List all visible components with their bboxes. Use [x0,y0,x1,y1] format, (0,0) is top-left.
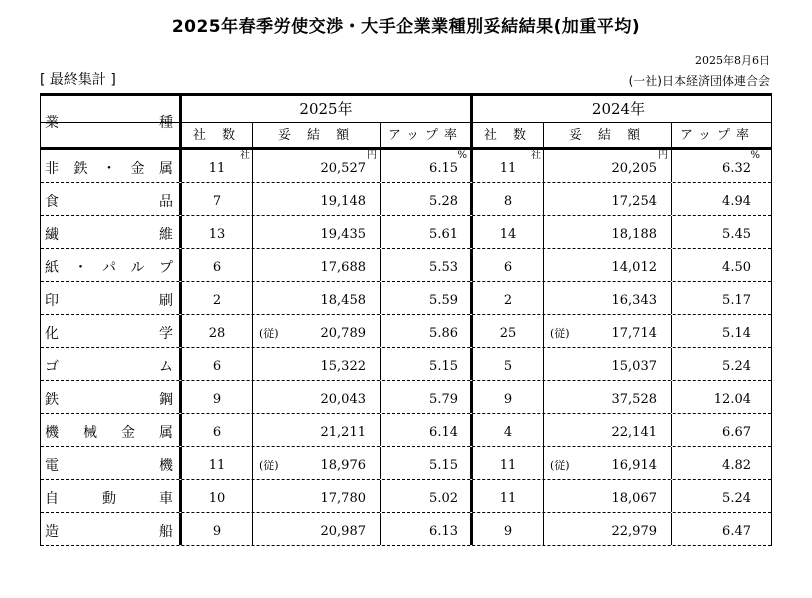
rate-25-value: 6.13 [429,524,458,539]
industry-name [41,282,182,314]
amount-25 [253,414,381,446]
count-25 [182,513,253,545]
amount-25-value: 19,148 [320,194,366,209]
industry-header-right: 種 [159,115,173,131]
industry-name [41,249,182,281]
page-title: 2025年春季労使交渉・大手企業業種別妥結結果(加重平均) [171,17,641,37]
col-count-2025: 社 数 [182,123,253,147]
amount-25-value: 15,322 [320,359,366,374]
rate-25 [381,282,473,314]
industry-name [41,348,182,380]
count-24-value: 11 [499,491,517,506]
industry-name-char: 紙 [45,260,59,276]
rate-24-value: 6.47 [722,524,751,539]
rate-24-value: 5.17 [722,293,751,308]
industry-name-char: 機 [159,458,173,474]
rate-25 [381,513,473,545]
industry-name [41,513,182,545]
table-row [41,282,771,315]
rate-25 [381,216,473,248]
rate-24-value: 5.45 [722,227,751,242]
amount-25 [253,249,381,281]
count-25 [182,282,253,314]
industry-name-char: 非 [45,161,59,177]
industry-name [41,447,182,479]
rate-25 [381,315,473,347]
rate-25-value: 5.59 [429,293,458,308]
table-row [41,480,771,513]
count-25-value: 6 [212,260,222,275]
count-24-value: 5 [503,359,513,374]
amount-25-value: 20,527 [320,161,366,176]
industry-name-char: ル [130,260,145,276]
amount-24-value: 15,037 [611,359,657,374]
employee-basis-tag: (従) [259,327,279,340]
table-row [41,183,771,216]
organization-name: (一社)日本経済団体連合会 [628,74,770,88]
table-row [41,150,771,183]
industry-name-char: 鉄 [45,392,59,408]
amount-24-value: 17,714 [611,326,657,341]
rate-24 [672,315,763,347]
unit-label: 円 [658,150,668,161]
col-amount-2024: 妥 結 額 [544,123,672,147]
industry-name-char: ・ [73,260,88,276]
rate-25-value: 5.02 [429,491,458,506]
industry-name [41,150,182,182]
industry-name-char: 自 [45,491,59,507]
industry-name-char: 化 [45,326,59,342]
count-25-value: 6 [212,425,222,440]
rate-25-value: 5.28 [429,194,458,209]
count-24 [473,381,544,413]
amount-24 [544,480,672,512]
industry-name [41,183,182,215]
industry-name-char: 金 [121,425,135,441]
rate-25-value: 6.14 [429,425,458,440]
count-25-value: 11 [208,458,226,473]
count-25 [182,480,253,512]
industry-name-char: 印 [45,293,59,309]
industry-name-char: 金 [130,161,145,177]
header-year-row [41,96,771,123]
col-rate-2025: アップ率 [381,123,473,147]
count-25-value: 13 [208,227,226,242]
year-2025-header: 2025年 [182,96,473,122]
count-25 [182,216,253,248]
col-rate-2024: アップ率 [679,128,756,143]
aggregation-label: [ 最終集計 ] [40,72,116,88]
count-25-value: 9 [212,392,222,407]
rate-25-value: 5.61 [429,227,458,242]
table-row [41,315,771,348]
industry-name-char: 食 [45,194,59,210]
amount-25 [253,513,381,545]
count-25 [182,150,253,182]
count-24-value: 4 [503,425,513,440]
rate-24 [672,480,763,512]
rate-25-value: 5.15 [429,359,458,374]
report-date: 2025年8月6日 [695,54,770,67]
count-25-value: 9 [212,524,222,539]
industry-name-char: ・ [102,161,116,177]
count-25 [182,381,253,413]
rate-25 [381,183,473,215]
count-24-value: 2 [503,293,513,308]
unit-label: % [457,150,467,161]
amount-25-value: 20,789 [320,326,366,341]
rate-24-value: 6.32 [722,161,751,176]
industry-header-left: 業 [45,115,59,131]
rate-25-value: 6.15 [429,161,458,176]
count-25 [182,348,253,380]
rate-24-value: 5.24 [722,359,751,374]
table-row [41,348,771,381]
count-24 [473,480,544,512]
industry-name-char: 電 [45,458,59,474]
rate-24 [672,282,763,314]
rate-24-value: 6.67 [722,425,751,440]
employee-basis-tag: (従) [550,459,570,472]
year-2024-header: 2024年 [591,100,646,118]
unit-label: 社 [531,150,541,161]
industry-name-char: 繊 [45,227,59,243]
count-24-value: 6 [503,260,513,275]
amount-24-value: 22,979 [611,524,657,539]
rate-24-value: 5.14 [722,326,751,341]
industry-name-char: 械 [83,425,97,441]
industry-name [41,216,182,248]
amount-24-value: 20,205 [611,161,657,176]
rate-24 [672,183,763,215]
table-row [41,414,771,447]
industry-name-char: 造 [45,524,59,540]
rate-24 [672,414,763,446]
amount-24 [544,315,672,347]
amount-25-value: 21,211 [320,425,366,440]
amount-24-value: 22,141 [611,425,657,440]
industry-name-char: 品 [159,194,173,210]
industry-name [41,480,182,512]
amount-25 [253,348,381,380]
count-25 [182,414,253,446]
unit-label: % [750,150,760,161]
industry-name [41,414,182,446]
amount-25-value: 18,976 [320,458,366,473]
amount-24-value: 16,343 [611,293,657,308]
header-column-row [41,123,771,150]
count-25-value: 10 [208,491,226,506]
amount-25 [253,480,381,512]
amount-24-value: 14,012 [611,260,657,275]
count-24-value: 8 [503,194,513,209]
amount-24 [544,183,672,215]
industry-name-char: 車 [159,491,173,507]
amount-24-value: 37,528 [611,392,657,407]
amount-24-value: 17,254 [611,194,657,209]
industry-name-char: プ [159,260,173,276]
count-25 [182,447,253,479]
rate-24 [672,150,763,182]
table-body [41,150,771,546]
count-24 [473,414,544,446]
industry-name-char: 機 [45,425,59,441]
count-25 [182,315,253,347]
rate-25-value: 5.86 [429,326,458,341]
rate-24 [672,513,763,545]
rate-24 [672,216,763,248]
count-24-value: 25 [499,326,517,341]
count-24 [473,447,544,479]
amount-24 [544,414,672,446]
industry-name-char: ゴ [45,359,59,375]
rate-24 [672,249,763,281]
amount-24 [544,381,672,413]
rate-24 [672,447,763,479]
amount-25 [253,183,381,215]
count-24 [473,282,544,314]
amount-25 [253,315,381,347]
industry-name-char: 船 [159,524,173,540]
amount-24 [544,249,672,281]
unit-label: 円 [367,150,377,161]
industry-name-char: 鉄 [73,161,88,177]
amount-25 [253,150,381,182]
rate-24 [672,348,763,380]
rate-25 [381,480,473,512]
amount-24-value: 16,914 [611,458,657,473]
count-24-value: 11 [499,458,517,473]
col-count-2024: 社 数 [473,123,544,147]
count-24 [473,183,544,215]
industry-name-char: 動 [102,491,116,507]
rate-25-value: 5.15 [429,458,458,473]
amount-24 [544,348,672,380]
rate-24-value: 4.50 [722,260,751,275]
employee-basis-tag: (従) [550,327,570,340]
amount-24 [544,282,672,314]
amount-25 [253,216,381,248]
amount-24 [544,216,672,248]
rate-24 [672,381,763,413]
rate-25 [381,348,473,380]
industry-name-char: 維 [159,227,173,243]
rate-25-value: 5.53 [429,260,458,275]
rate-24-value: 12.04 [713,392,751,407]
industry-name-char: パ [102,260,116,276]
count-25-value: 28 [208,326,226,341]
table-row [41,513,771,546]
count-25 [182,249,253,281]
table-row [41,249,771,282]
industry-name [41,381,182,413]
rate-25 [381,414,473,446]
amount-25-value: 20,043 [320,392,366,407]
rate-25 [381,249,473,281]
rate-24-value: 4.82 [722,458,751,473]
count-24-value: 9 [503,524,513,539]
amount-25-value: 17,688 [320,260,366,275]
table-row [41,216,771,249]
amount-24 [544,513,672,545]
amount-25-value: 19,435 [320,227,366,242]
count-24 [473,150,544,182]
count-25-value: 6 [212,359,222,374]
rate-24-value: 5.24 [722,491,751,506]
col-amount-2025: 妥 結 額 [253,123,381,147]
amount-25-value: 20,987 [320,524,366,539]
amount-25 [253,447,381,479]
industry-name-char: 学 [159,326,173,342]
count-25-value: 2 [212,293,222,308]
rate-25 [381,447,473,479]
count-24 [473,249,544,281]
count-24-value: 14 [499,227,517,242]
count-24 [473,513,544,545]
rate-25 [381,381,473,413]
employee-basis-tag: (従) [259,459,279,472]
amount-24 [544,150,672,182]
rate-25 [381,150,473,182]
amount-25 [253,282,381,314]
amount-25-value: 17,780 [320,491,366,506]
count-25 [182,183,253,215]
industry-name [41,315,182,347]
amount-25-value: 18,458 [320,293,366,308]
rate-24-value: 4.94 [722,194,751,209]
count-24-value: 9 [503,392,513,407]
unit-label: 社 [240,150,250,161]
table-row [41,447,771,480]
industry-name-char: 属 [159,425,173,441]
results-table [40,93,772,546]
industry-name-char: 属 [159,161,173,177]
industry-name-char: ム [159,359,173,375]
count-25-value: 11 [208,161,226,176]
count-24-value: 11 [499,161,517,176]
count-25-value: 7 [212,194,222,209]
amount-24-value: 18,067 [611,491,657,506]
count-24 [473,348,544,380]
rate-25-value: 5.79 [429,392,458,407]
industry-name-char: 刷 [159,293,173,309]
count-24 [473,315,544,347]
industry-name-char: 鋼 [159,392,173,408]
table-row [41,381,771,414]
amount-25 [253,381,381,413]
amount-24 [544,447,672,479]
count-24 [473,216,544,248]
amount-24-value: 18,188 [611,227,657,242]
